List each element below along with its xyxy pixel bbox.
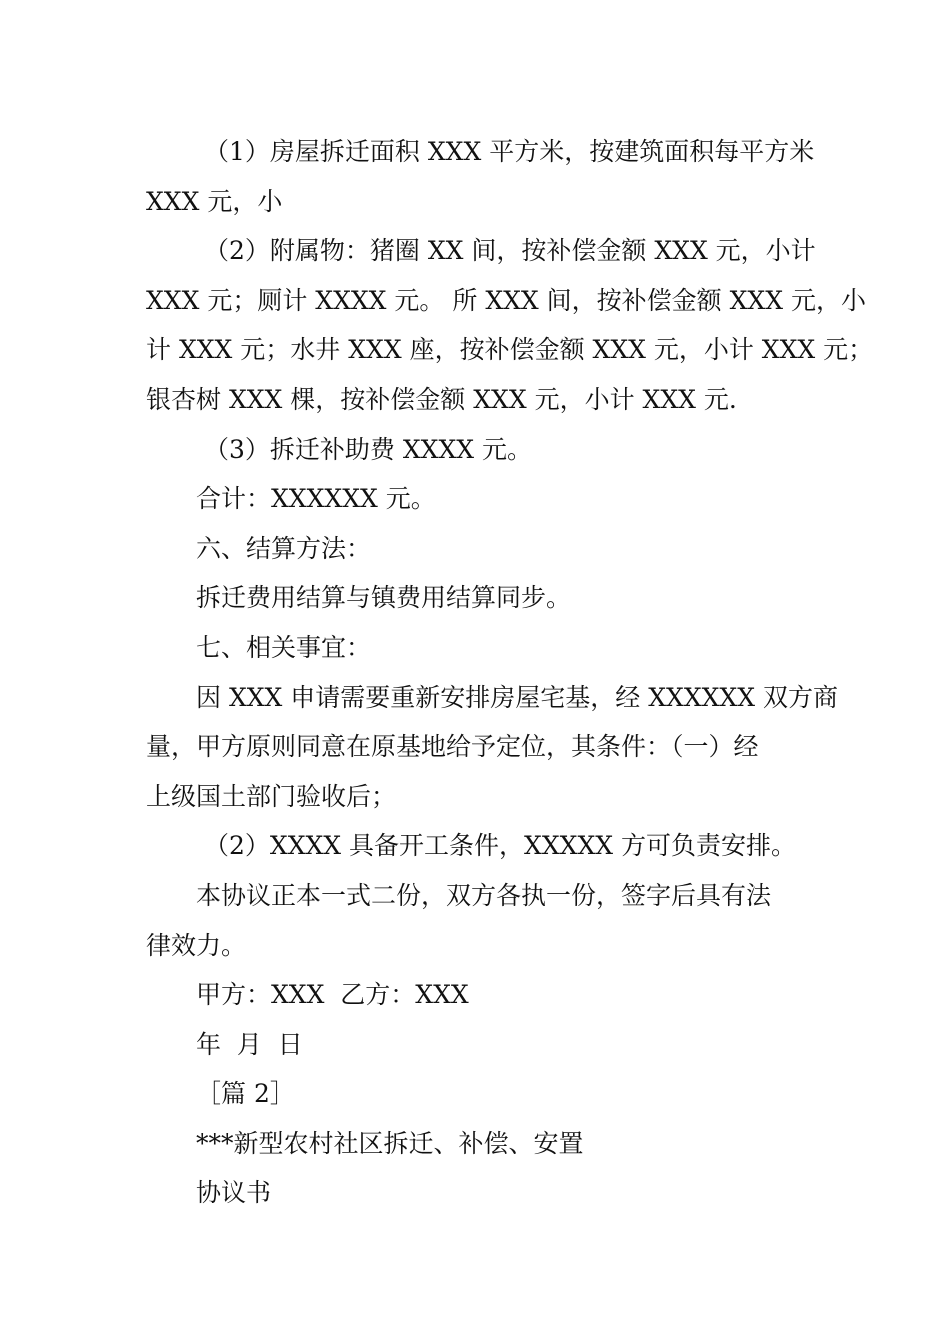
paragraph-line: 本协议正本一式二份，双方各执一份，签字后具有法 <box>196 880 772 910</box>
document-title: ***新型农村社区拆迁、补偿、安置 <box>196 1128 584 1158</box>
paragraph-line: （1）房屋拆迁面积 XXX 平方米，按建筑面积每平方米 <box>204 137 815 166</box>
party-signatures: 甲方：XXX 乙方：XXX <box>196 980 469 1010</box>
paragraph-line: （2）附属物：猪圈 XX 间，按补偿金额 XXX 元，小计 <box>204 236 816 266</box>
paragraph-line: 律效力。 <box>146 930 247 960</box>
date-line: 年 月 日 <box>196 1029 303 1059</box>
paragraph-item-1 <box>146 127 815 226</box>
paragraph-line: 上级国土部门验收后； <box>146 781 397 811</box>
paragraph-item-3: （3）拆迁补助费 XXXX 元。 <box>204 434 532 464</box>
related-matters-text <box>146 673 838 822</box>
paragraph-item-2 <box>146 226 874 424</box>
section-heading-settlement: 六、结算方法： <box>196 533 372 563</box>
section-marker: ［篇 2］ <box>196 1079 295 1109</box>
settlement-text: 拆迁费用结算与镇费用结算同步。 <box>196 583 572 613</box>
total-line: 合计：XXXXXX 元。 <box>196 484 436 514</box>
document-subtitle: 协议书 <box>196 1178 272 1208</box>
section-heading-related-matters: 七、相关事宜： <box>196 632 372 662</box>
paragraph-line: 因 XXX 申请需要重新安排房屋宅基，经 XXXXXX 双方商 <box>196 682 838 712</box>
paragraph-line: XXX 元，小 <box>146 186 283 216</box>
paragraph-line: XXX 元；厕计 XXXX 元。 所 XXX 间，按补偿金额 XXX 元，小 <box>146 285 866 315</box>
agreement-copies-text <box>146 871 804 970</box>
condition-item-2: （2）XXXX 具备开工条件，XXXXX 方可负责安排。 <box>204 831 796 861</box>
paragraph-line: 银杏树 XXX 棵，按补偿金额 XXX 元，小计 XXX 元. <box>146 384 737 414</box>
paragraph-line: 量，甲方原则同意在原基地给予定位，其条件：（一）经 <box>146 732 759 762</box>
paragraph-line: 计 XXX 元；水井 XXX 座，按补偿金额 XXX 元，小计 XXX 元； <box>146 335 874 365</box>
